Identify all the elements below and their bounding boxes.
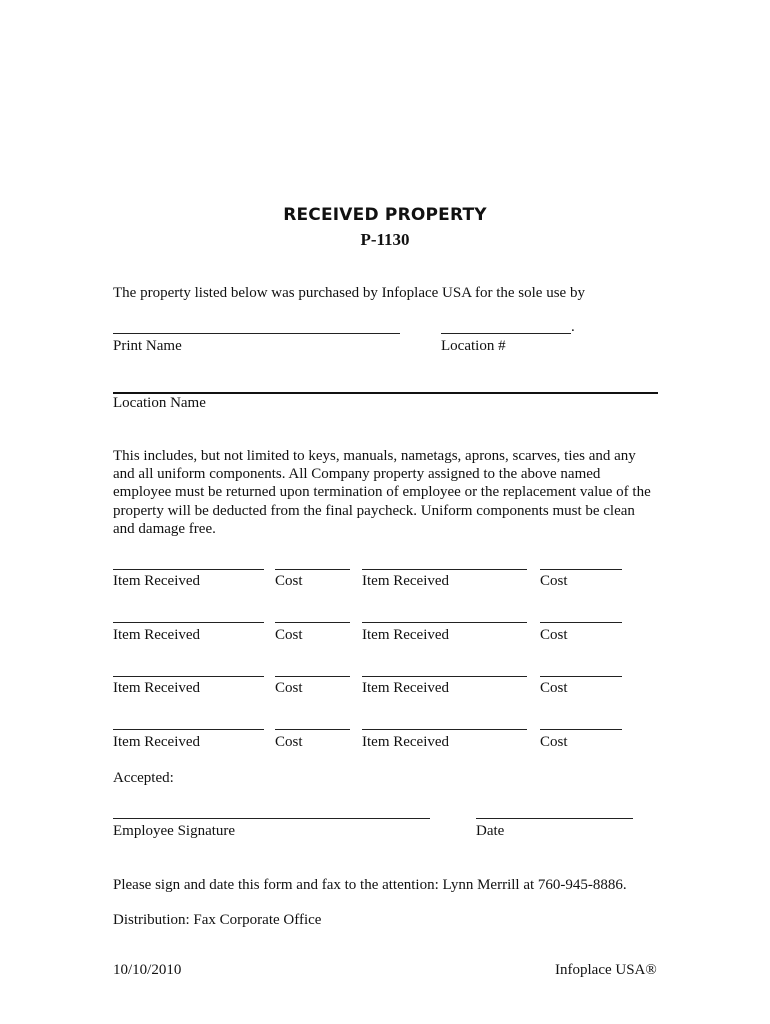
item-received-label: Item Received xyxy=(113,627,201,643)
item-received-line[interactable] xyxy=(362,569,527,570)
cost-label: Cost xyxy=(275,627,303,643)
cost-line[interactable] xyxy=(275,569,350,570)
print-name-label: Print Name xyxy=(113,338,182,354)
item-received-label: Item Received xyxy=(113,573,201,589)
location-name-line[interactable] xyxy=(113,392,658,394)
distribution-text: Distribution: Fax Corporate Office xyxy=(113,912,322,928)
policy-line: and all uniform components. All Company property assigned to the above named xyxy=(113,466,601,483)
item-received-line[interactable] xyxy=(362,729,527,730)
form-title: RECEIVED PROPERTY xyxy=(283,205,487,225)
policy-paragraph xyxy=(113,447,661,538)
item-received-line[interactable] xyxy=(113,729,264,730)
item-received-line[interactable] xyxy=(362,622,527,623)
policy-line: and damage free. xyxy=(113,520,216,537)
item-received-label: Item Received xyxy=(113,680,201,696)
cost-line[interactable] xyxy=(275,622,350,623)
item-received-line[interactable] xyxy=(113,676,264,677)
print-name-line[interactable] xyxy=(113,333,400,334)
location-name-label: Location Name xyxy=(113,395,206,411)
item-received-line[interactable] xyxy=(362,676,527,677)
date-label: Date xyxy=(476,823,505,839)
cost-label: Cost xyxy=(275,680,303,696)
policy-line: property will be deducted from the final paycheck. Uniform components must be clean xyxy=(113,502,635,519)
cost-line[interactable] xyxy=(275,676,350,677)
cost-line[interactable] xyxy=(540,622,622,623)
item-received-label: Item Received xyxy=(113,734,201,750)
footer-date: 10/10/2010 xyxy=(113,962,182,978)
item-received-line[interactable] xyxy=(113,569,264,570)
form-number: P-1130 xyxy=(360,230,410,249)
accepted-label: Accepted: xyxy=(113,770,174,786)
item-received-label: Item Received xyxy=(362,680,450,696)
cost-line[interactable] xyxy=(540,676,622,677)
cost-label: Cost xyxy=(275,734,303,750)
cost-line[interactable] xyxy=(540,569,622,570)
cost-label: Cost xyxy=(540,573,568,589)
location-number-trailing-dot: . xyxy=(571,319,575,335)
policy-line: employee must be returned upon termination of employee or the replacement value of the xyxy=(113,484,651,501)
employee-signature-label: Employee Signature xyxy=(113,823,236,839)
employee-signature-line[interactable] xyxy=(113,818,430,819)
location-number-label: Location # xyxy=(441,338,506,354)
cost-label: Cost xyxy=(275,573,303,589)
date-line[interactable] xyxy=(476,818,633,819)
item-received-label: Item Received xyxy=(362,573,450,589)
footer-company: Infoplace USA® xyxy=(555,962,657,978)
item-received-line[interactable] xyxy=(113,622,264,623)
cost-label: Cost xyxy=(540,627,568,643)
location-number-line[interactable] xyxy=(441,333,571,334)
intro-text: The property listed below was purchased by Infoplace USA for the sole use by xyxy=(113,285,585,301)
item-received-label: Item Received xyxy=(362,627,450,643)
item-received-label: Item Received xyxy=(362,734,450,750)
cost-line[interactable] xyxy=(275,729,350,730)
policy-line: This includes, but not limited to keys, manuals, nametags, aprons, scarves, ties and any xyxy=(113,448,636,464)
cost-label: Cost xyxy=(540,680,568,696)
fax-instructions: Please sign and date this form and fax to the attention: Lynn Merrill at 760-945-8886. xyxy=(113,877,627,893)
cost-label: Cost xyxy=(540,734,568,750)
cost-line[interactable] xyxy=(540,729,622,730)
